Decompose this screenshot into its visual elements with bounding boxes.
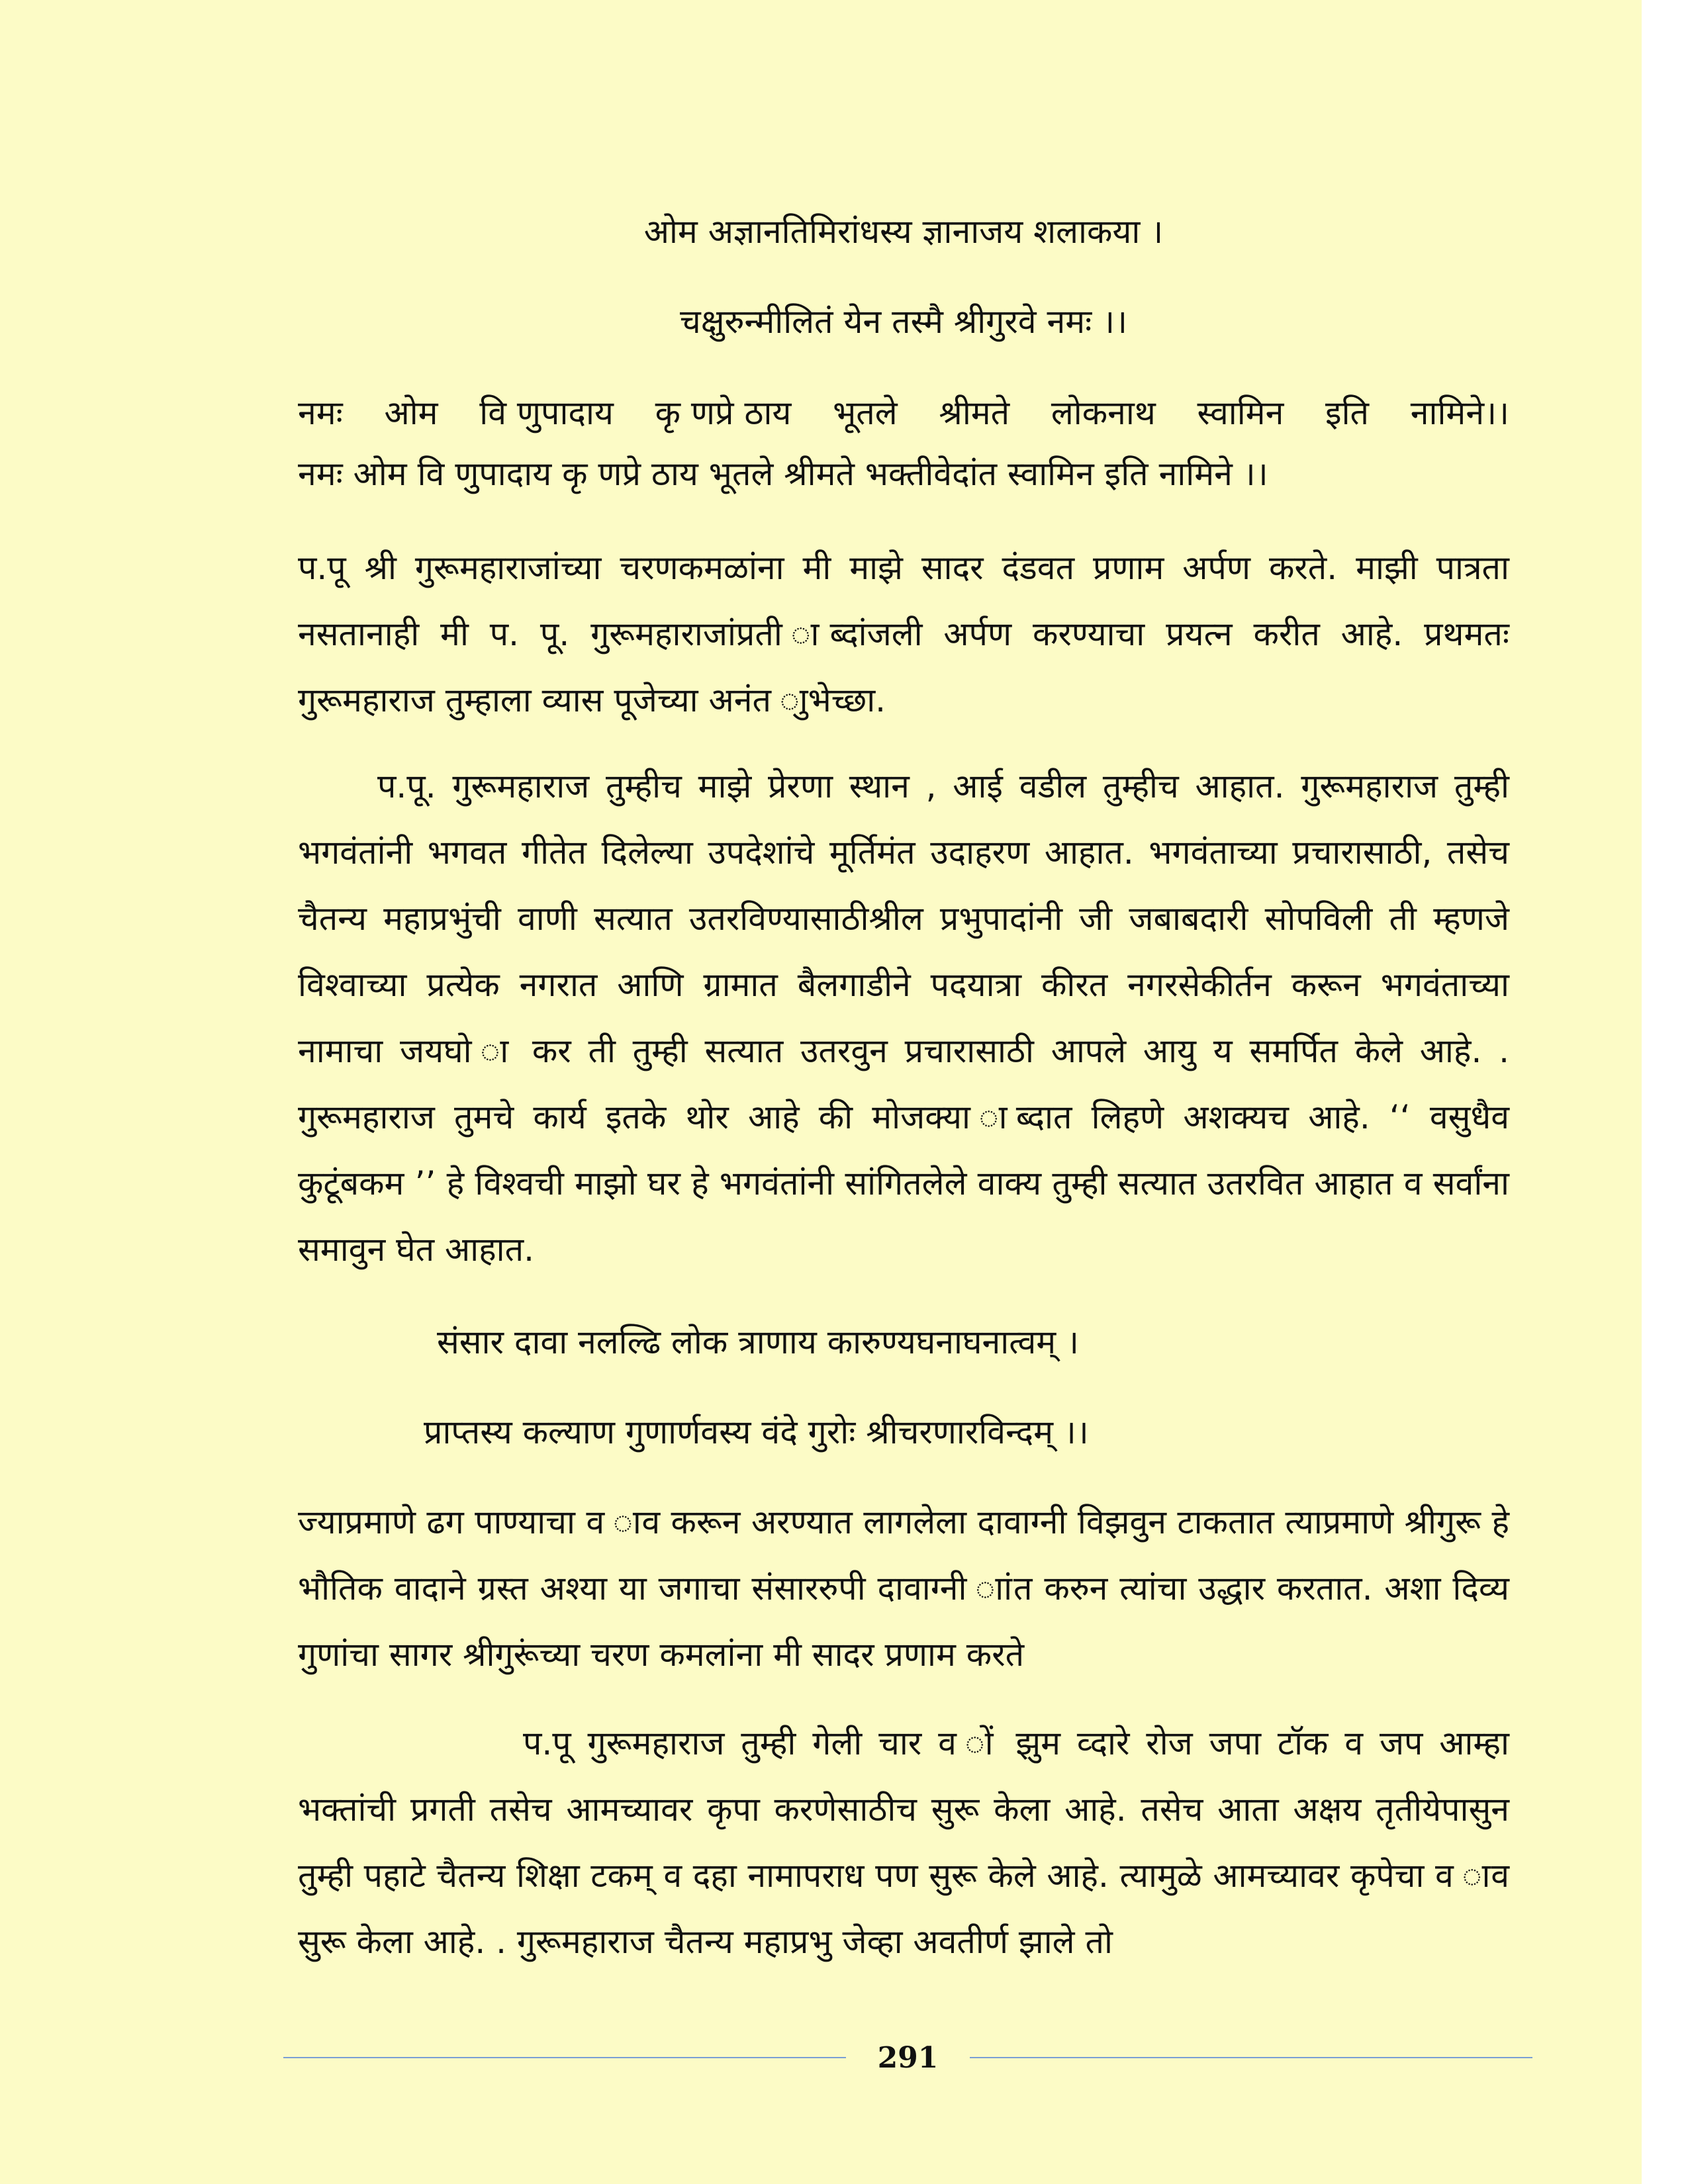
pranati-word: स्वामिन — [1197, 394, 1284, 432]
page-footer — [0, 2032, 1642, 2085]
pranati-word: नामिने।। — [1410, 394, 1509, 432]
pranati-word: इति — [1325, 394, 1370, 432]
paragraph-text: ज्याप्रमाणे ढग पाण्याचा व ाव करून अरण्यात लागलेला दावाग्नी विझवुन टाकतात त्याप्रमाणे श्रीगुरू हे भौतिक वादाने ग्रस्त अश्या या जगाचा संसाररुपी दावाग्नी ाांत करुन त्यांचा उद्धार करतात. अशा दिव्य गुणांचा सागर श्रीगुरूंच्या चरण कमलांना मी सादर प्रणाम करते — [298, 1503, 1509, 1674]
invocation-line-1: ओम अज्ञानतिमिरांधस्य ज्ञानाजय शलाकया । — [643, 212, 1164, 251]
verse-line-1: संसार दावा नलल्ढि लोक त्राणाय कारुण्यघनाघनात्वम् । — [437, 1323, 1080, 1361]
pranati-word: लोकनाथ — [1051, 394, 1156, 432]
pranati-word: कृ णप्रे ठाय — [655, 394, 792, 432]
pranati-line-2: नमः ओम वि णुपादाय कृ णप्रे ठाय भूतले श्रीमते भक्तीवेदांत स्वामिन इति नामिने ।। — [298, 455, 1268, 493]
pranati-word: श्रीमते — [939, 394, 1010, 432]
paragraph-4 — [298, 1710, 1509, 1975]
paragraph-text: प.पू. गुरूमहाराज तुम्हीच माझे प्रेरणा स्थान , आई वडील तुम्हीच आहात. गुरूमहाराज तुम्ही भगवंतांनी भगवत गीतेत दिलेल्या उपदेशांचे मूर्तिमंत उदाहरण आहात. भगवंताच्या प्रचारासाठी, तसेच चैतन्य महाप्रभुंची वाणी सत्यात उतरविण्यासाठीश्रील प्रभुपादांनी जी जबाबदारी सोपविली ती म्हणजे विश्वाच्या प्रत्येक नगरात आणि ग्रामात बैलगाडीने पदयात्रा कीरत नगरसेकीर्तन करून भगवंताच्या नामाचा जयघो ा कर ती तुम्ही सत्यात उतरवुन प्रचारासाठी आपले आयु य समर्पित केले आहे. . गुरूमहाराज तुमचे कार्य इतके थोर आहे की मोजक्या ाब्दात लिहणे अशक्यच आहे. ‘‘ वसुधैव कुटूंबकम ’’ हे विश्वची माझो घर हे भगवंतांनी सांगितलेले वाक्य तुम्ही सत्यात उतरवित आहात व सर्वांना समावुन घेत आहात. — [298, 767, 1509, 1269]
pranati-line-1 — [298, 380, 1509, 446]
pranati-word: वि णुपादाय — [479, 394, 614, 432]
footer-rule-right — [970, 2057, 1532, 2058]
pranati-word: नमः — [298, 394, 343, 432]
pranati-word: ओम — [384, 394, 438, 432]
verse-line-2: प्राप्तस्य कल्याण गुणार्णवस्य वंदे गुरोः श्रीचरणारविन्दम् ।। — [424, 1413, 1089, 1451]
document-body — [298, 199, 1509, 1975]
pranati-word: भूतले — [833, 394, 898, 432]
page-number: 291 — [877, 2041, 939, 2075]
paragraph-1 — [298, 535, 1509, 733]
invocation-line-2: चक्षुरुन्मीलितं येन तस्मै श्रीगुरवे नमः ।। — [679, 302, 1128, 341]
paragraph-3 — [298, 1489, 1509, 1688]
paragraph-text: प.पू श्री गुरूमहाराजांच्या चरणकमळांना मी माझे सादर दंडवत प्रणाम अर्पण करते. माझी पात्रता नसतानाही मी प. पू. गुरूमहाराजांप्रती ाब्दांजली अर्पण करण्याचा प्रयत्न करीत आहे. प्रथमतः गुरूमहाराज तुम्हाला व्यास पूजेच्या अनंत ाुभेच्छा. — [298, 549, 1509, 719]
paragraph-text: प.पू गुरूमहाराज तुम्ही गेली चार व ों झुम व्दारे रोज जपा टॉक व जप आम्हा भक्तांची प्रगती तसेच आमच्यावर कृपा करणेसाठीच सुरू केला आहे. तसेच आता अक्षय तृतीयेपासुन तुम्ही पहाटे चैतन्य शिक्षा टकम् व दहा नामापराध पण सुरू केले आहे. त्यामुळे आमच्यावर कृपेचा व ाव सुरू केला आहे. . गुरूमहाराज चैतन्य महाप्रभु जेव्हा अवतीर्ण झाले तो — [298, 1724, 1509, 1961]
paragraph-2 — [298, 753, 1509, 1283]
footer-rule-left — [283, 2057, 846, 2058]
